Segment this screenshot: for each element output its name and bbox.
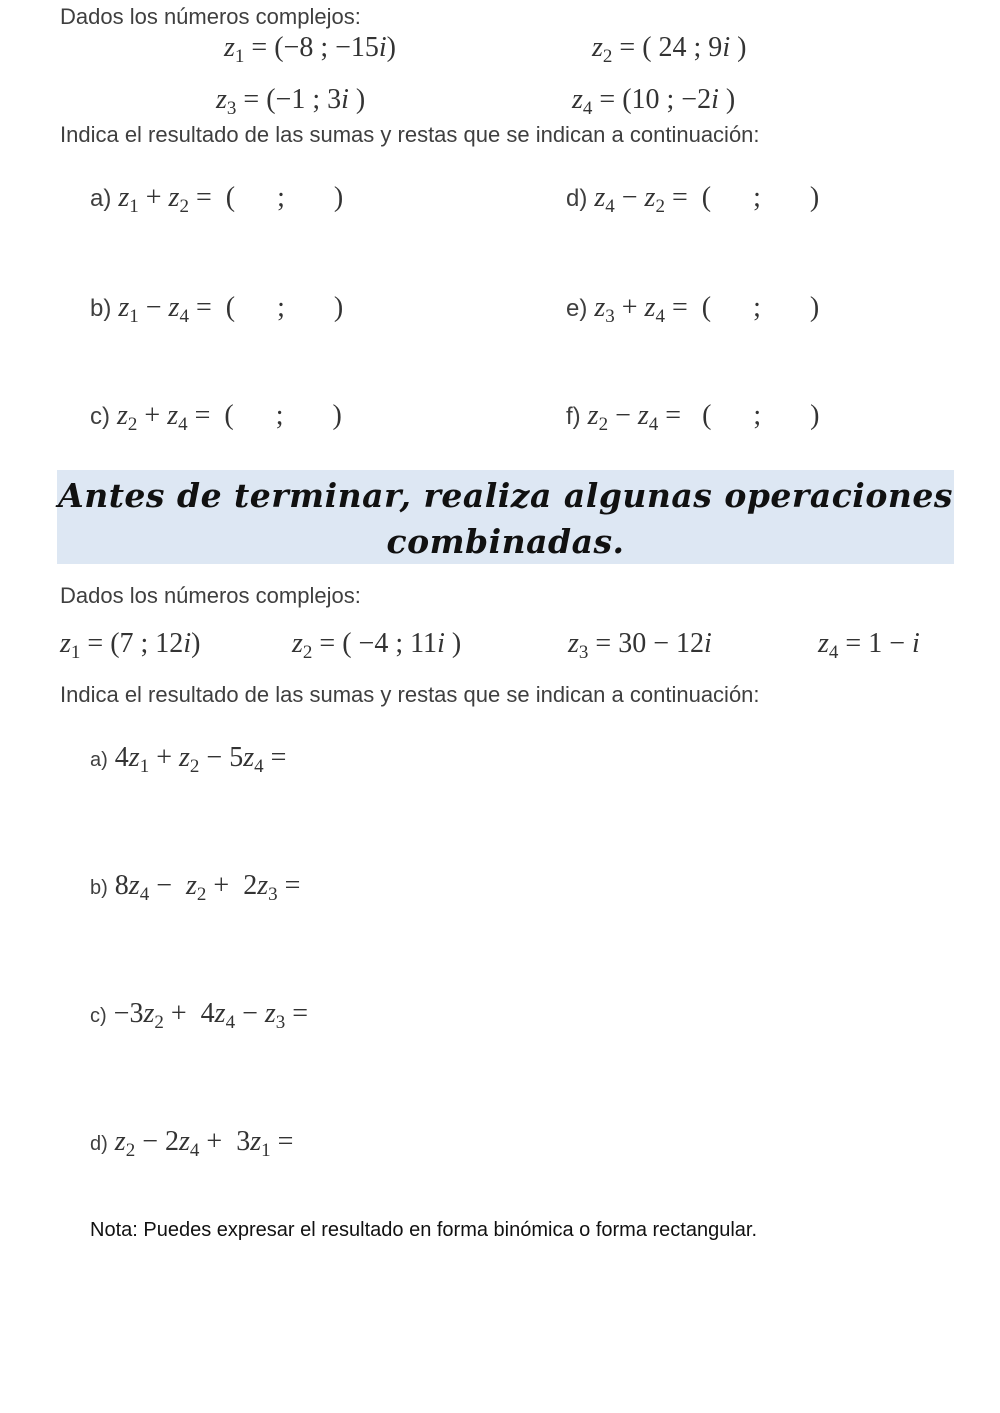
part2-intro: Dados los números complejos: — [60, 583, 361, 608]
part2-z3: $z_3 = 30 - 12i$ — [568, 628, 712, 663]
part1-z4: $z_4 = (10$ ; −2i ) — [572, 84, 736, 119]
part1-z3: $z_3 = (-1$ ; 3i ) — [216, 84, 366, 119]
part2-z1: $z_1 = (7$ ; 12i) — [60, 628, 201, 663]
part1-instruction: Indica el resultado de las sumas y restas que se indican a continuación: — [60, 122, 760, 147]
part1-z2: $z_2$ = ( 24 ; 9i ) — [592, 32, 747, 67]
part2-exercise-c: $c) -3z_2 + 4z_4 - z_3$ = — [90, 998, 309, 1033]
section-banner — [57, 470, 954, 564]
part2-z4: $z_4 = 1 - i$ — [818, 628, 920, 663]
banner-line-1: Antes de terminar, realiza algunas operaciones — [58, 476, 953, 515]
part2-instruction: Indica el resultado de las sumas y restas que se indican a continuación: — [60, 682, 760, 707]
part1-z1: $z_1 = (-8$ ; −15i) — [224, 32, 396, 67]
part2-exercise-d: d) $z_2 - 2z_4 + 3z_1$ = — [90, 1126, 294, 1161]
part1-exercise-f: f) $z_2 - z_4$ = ( ; ) — [566, 400, 820, 435]
part1-exercise-d: d) $z_4 - z_2$ = ( ; ) — [566, 182, 820, 217]
part2-exercise-a: a) $4z_1 + z_2 - 5z_4$ = — [90, 742, 287, 777]
part1-exercise-e: e) $z_3 + z_4$ = ( ; ) — [566, 292, 820, 327]
note: Nota: Puedes expresar el resultado en forma binómica o forma rectangular. — [90, 1219, 758, 1241]
part1-exercise-b: b) $z_1 - z_4$ = ( ; ) — [90, 292, 344, 327]
part1-exercise-c: c) $z_2 + z_4$ = ( ; ) — [90, 400, 342, 435]
banner-line-2: combinadas. — [386, 522, 625, 561]
part1-intro: Dados los números complejos: — [60, 4, 361, 29]
part2-exercise-b: b) $8z_4 - z_2 + 2z_3$ = — [90, 870, 301, 905]
part2-z2: $z_2$ = ( −4 ; 11i ) — [292, 628, 462, 663]
part1-exercise-a: a) $z_1 + z_2$ = ( ; ) — [90, 182, 344, 217]
